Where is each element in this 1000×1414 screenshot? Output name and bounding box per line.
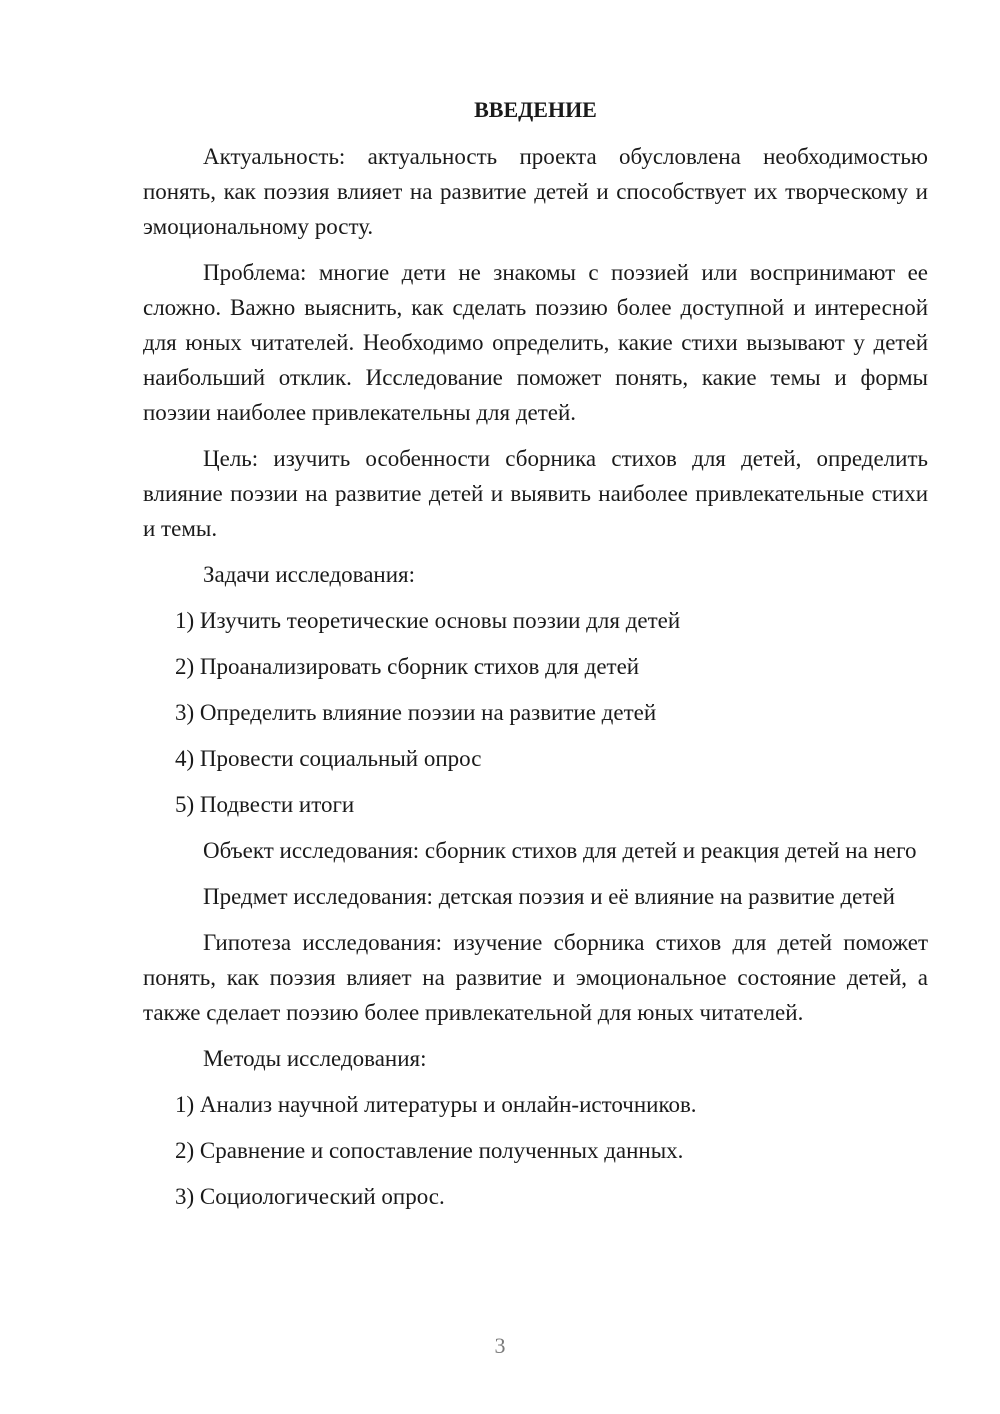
task-item: 5) Подвести итоги (175, 792, 355, 817)
subject-paragraph: Предмет исследования: детская поэзия и её влияние на развитие детей (203, 884, 895, 909)
relevance-paragraph: Актуальность: актуальность проекта обусловлена необходимостью понять, как поэзия влияет на развитие детей и способствует их творческому и эмоциональному росту. (143, 144, 928, 239)
method-item: 2) Сравнение и сопоставление полученных данных. (175, 1138, 684, 1163)
task-item: 3) Определить влияние поэзии на развитие детей (175, 700, 657, 725)
page-number: 3 (494, 1333, 506, 1358)
method-item: 1) Анализ научной литературы и онлайн-источников. (175, 1092, 697, 1117)
goal-paragraph: Цель: изучить особенности сборника стихов для детей, определить влияние поэзии на развитие детей и выявить наиболее привлекательные стихи и темы. (143, 446, 928, 541)
task-item: 2) Проанализировать сборник стихов для детей (175, 654, 640, 679)
tasks-label: Задачи исследования: (203, 562, 416, 587)
page-title: ВВЕДЕНИЕ (474, 97, 597, 122)
task-item: 4) Провести социальный опрос (175, 746, 482, 771)
task-item: 1) Изучить теоретические основы поэзии для детей (175, 608, 681, 633)
method-item: 3) Социологический опрос. (175, 1184, 445, 1209)
methods-label: Методы исследования: (203, 1046, 427, 1071)
page-content (143, 93, 928, 1225)
hypothesis-paragraph: Гипотеза исследования: изучение сборника стихов для детей поможет понять, как поэзия влияет на развитие и эмоциональное состояние детей, а также сделает поэзию более привлекательной для юных читателей. (143, 930, 928, 1025)
object-paragraph: Объект исследования: сборник стихов для детей и реакция детей на него (203, 838, 917, 863)
problem-paragraph: Проблема: многие дети не знакомы с поэзией или воспринимают ее сложно. Важно выяснить, как сделать поэзию более доступной и интересной для юных читателей. Необходимо определить, какие стихи вызывают у детей наибольший отклик. Исследование поможет понять, какие темы и формы поэзии наиболее привлекательны для детей. (143, 260, 928, 425)
